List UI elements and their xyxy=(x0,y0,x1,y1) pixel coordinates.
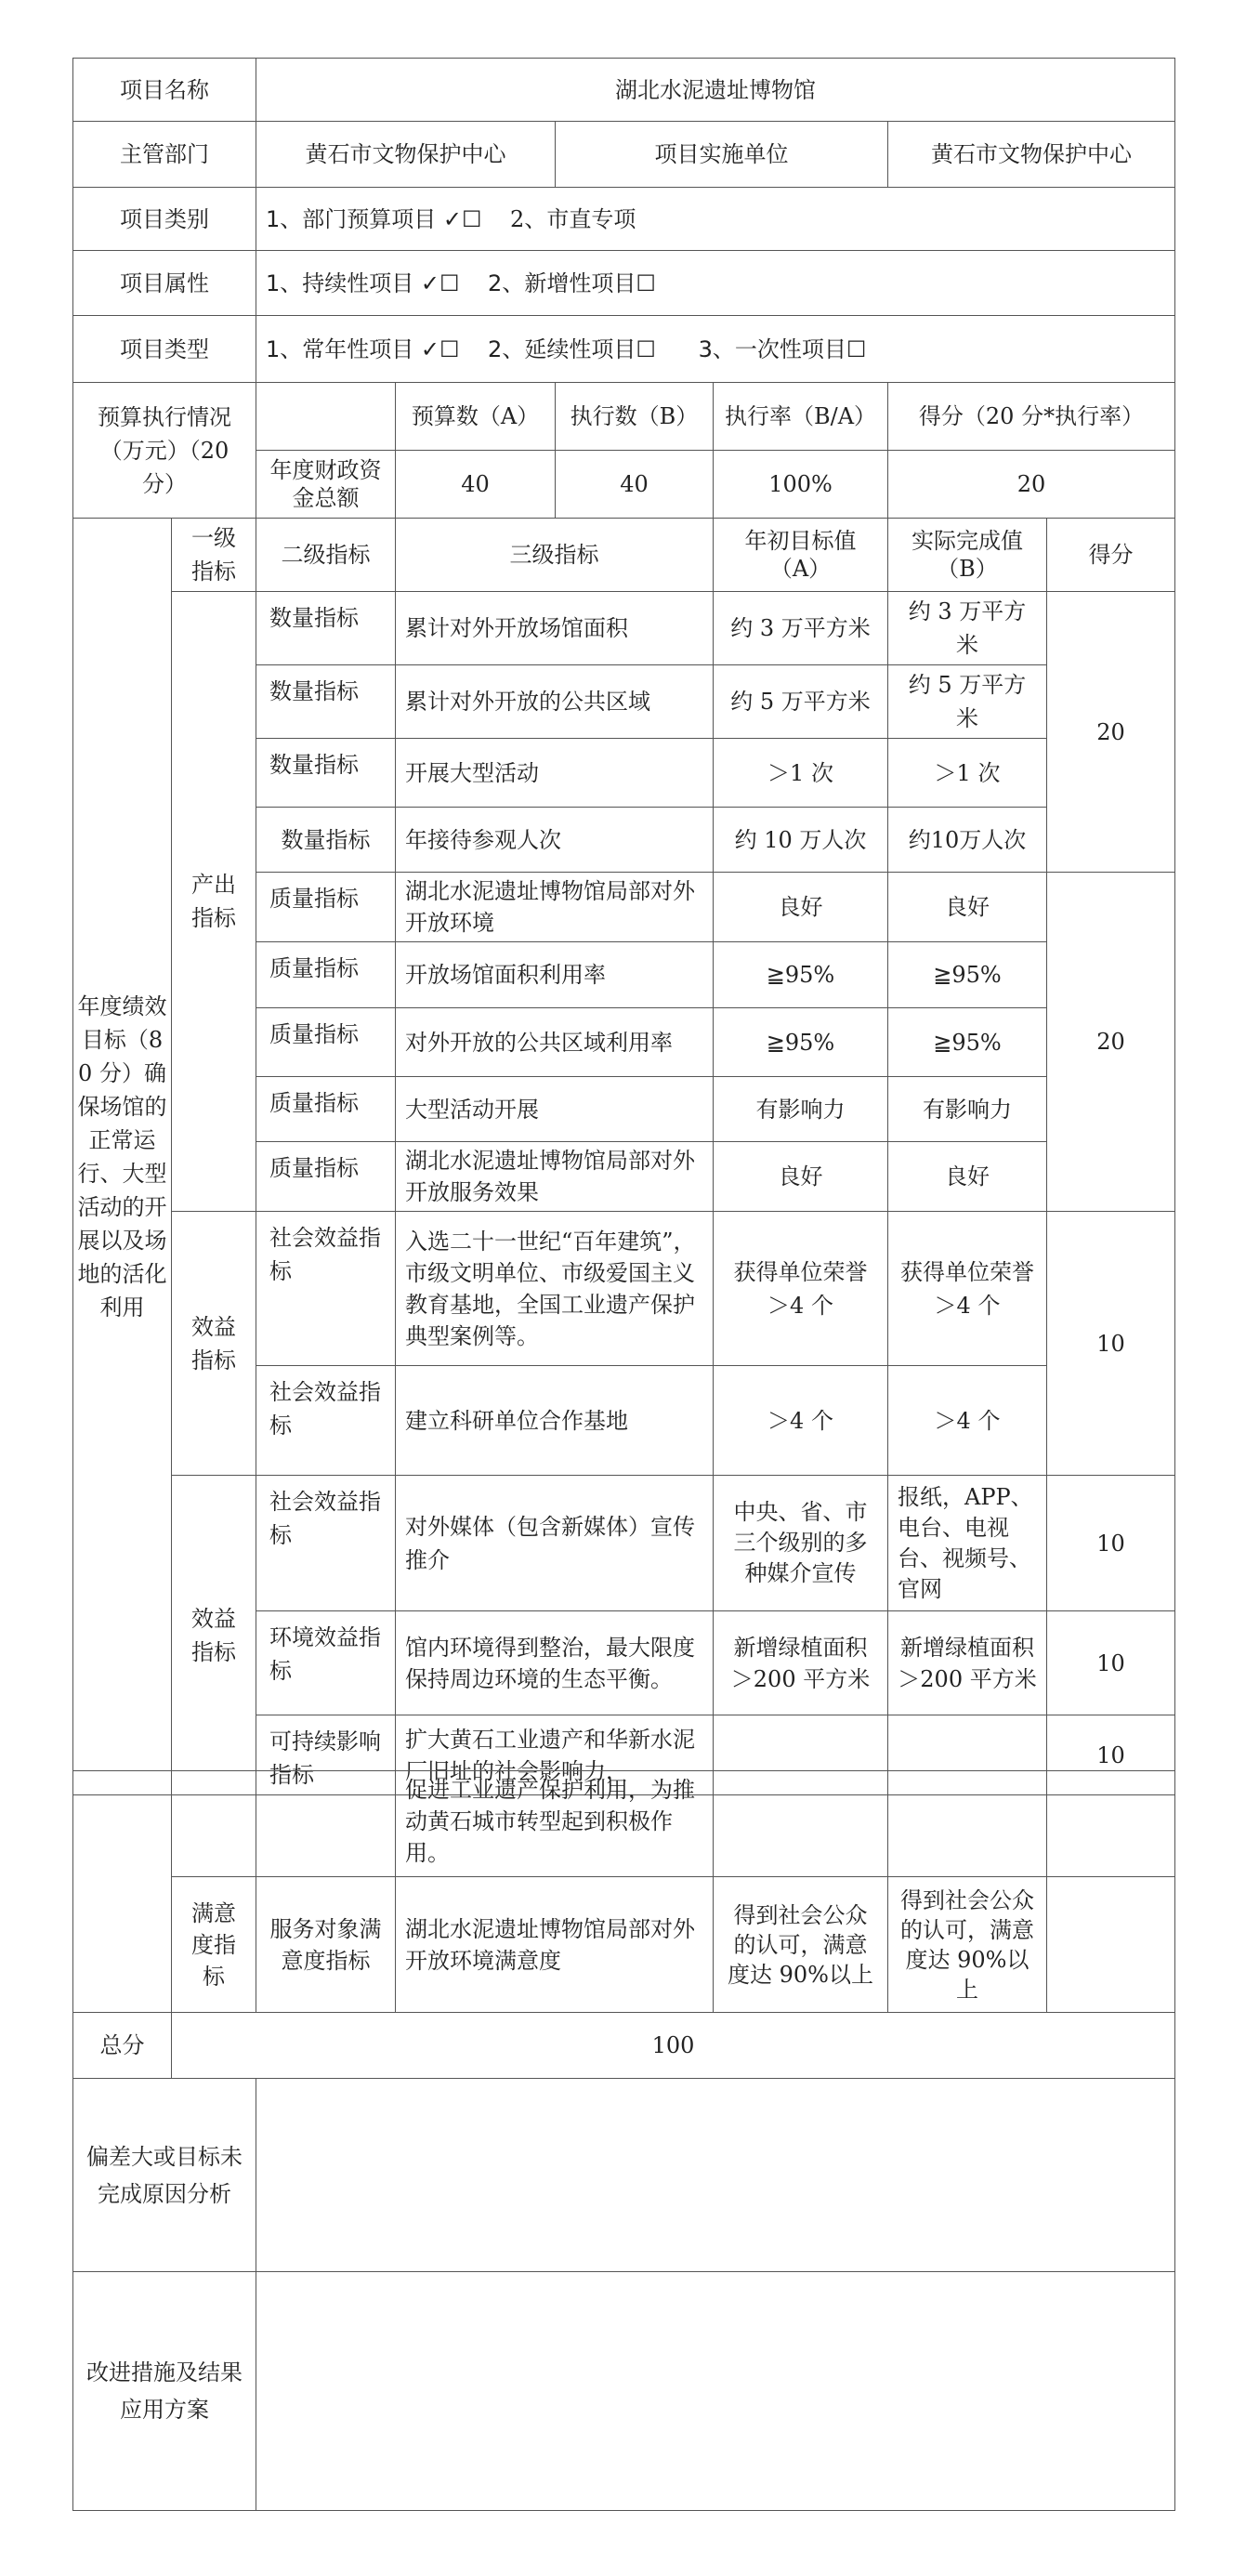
target-cell: 新增绿植面积＞200 平方米 xyxy=(714,1611,888,1715)
target-cell: 良好 xyxy=(714,873,888,942)
target-cell: 良好 xyxy=(714,1142,888,1212)
level2-cell: 社会效益指标 xyxy=(256,1212,396,1366)
budget-value: 40 xyxy=(396,451,556,519)
output-indicator-group: 产出指标 xyxy=(172,592,256,1212)
budget-header-row xyxy=(73,383,1175,451)
quantity-score: 20 xyxy=(1047,592,1175,873)
level2-cell: 数量指标 xyxy=(256,739,396,808)
project-name-value: 湖北水泥遗址博物馆 xyxy=(256,59,1175,122)
level3-cell: 累计对外开放的公共区域 xyxy=(396,665,714,739)
env-score: 10 xyxy=(1047,1611,1175,1715)
actual-cell: ＞4 个 xyxy=(888,1366,1047,1476)
analysis-value xyxy=(256,2079,1175,2272)
level3-cell: 大型活动开展 xyxy=(396,1077,714,1142)
score-value: 20 xyxy=(888,451,1175,519)
budget-blank-cell xyxy=(256,383,396,451)
project-name-row xyxy=(73,59,1175,122)
actual-cell: ≧95% xyxy=(888,1008,1047,1077)
level3-cell: 湖北水泥遗址博物馆局部对外开放服务效果 xyxy=(396,1142,714,1212)
performance-table-page2 xyxy=(72,1770,1175,2511)
exec-value: 40 xyxy=(556,451,714,519)
level3-cell: 湖北水泥遗址博物馆局部对外开放环境 xyxy=(396,873,714,942)
category-options xyxy=(256,188,1175,251)
actual-cell: ＞1 次 xyxy=(888,739,1047,808)
impl-unit-value: 黄石市文物保护中心 xyxy=(888,122,1175,188)
actual-cell: 良好 xyxy=(888,873,1047,942)
social-score-2: 10 xyxy=(1047,1476,1175,1611)
level2-cell: 质量指标 xyxy=(256,1142,396,1212)
target-cell: ＞1 次 xyxy=(714,739,888,808)
dept-label: 主管部门 xyxy=(73,122,256,188)
level3-cell: 建立科研单位合作基地 xyxy=(396,1366,714,1476)
target-cell: ≧95% xyxy=(714,1008,888,1077)
target-cell: 约 5 万平方米 xyxy=(714,665,888,739)
level2-cell: 数量指标 xyxy=(256,665,396,739)
level3-cell: 开展大型活动 xyxy=(396,739,714,808)
sustain-score: 10 xyxy=(1047,1715,1175,1795)
attribute-label: 项目属性 xyxy=(73,251,256,316)
blank-cell xyxy=(172,1771,256,1877)
annual-goal-label: 年度绩效目标（80 分）确保场馆的正常运行、大型活动的开展以及场地的活化利用 xyxy=(73,519,172,1795)
type-row xyxy=(73,316,1175,383)
level2-cell: 环境效益指标 xyxy=(256,1611,396,1715)
satisfaction-row xyxy=(73,1877,1175,2013)
dept-value: 黄石市文物保护中心 xyxy=(256,122,556,188)
level2-cell: 质量指标 xyxy=(256,1008,396,1077)
attribute-row xyxy=(73,251,1175,316)
improvement-label: 改进措施及结果应用方案 xyxy=(73,2272,256,2511)
actual-cell: 约 5 万平方米 xyxy=(888,665,1047,739)
actual-cell: ≧95% xyxy=(888,942,1047,1008)
quality-score: 20 xyxy=(1047,873,1175,1212)
category-label: 项目类别 xyxy=(73,188,256,251)
satisfaction-indicator-group: 满意度指标 xyxy=(172,1877,256,2013)
blank-cell xyxy=(256,1771,396,1877)
analysis-row xyxy=(73,2079,1175,2272)
budget-label: 预算执行情况（万元）（20 分） xyxy=(73,383,256,519)
project-name-label: 项目名称 xyxy=(73,59,256,122)
level2-cell: 数量指标 xyxy=(256,592,396,665)
target-cell: ≧95% xyxy=(714,942,888,1008)
col-level3: 三级指标 xyxy=(396,519,714,592)
level3-cell: 扩大黄石工业遗产和华新水泥厂旧址的社会影响力， xyxy=(396,1715,714,1795)
blank-cell xyxy=(888,1771,1047,1877)
satisfaction-level3: 湖北水泥遗址博物馆局部对外开放环境满意度 xyxy=(396,1877,714,2013)
target-cell: 中央、省、市三个级别的多种媒介宣传 xyxy=(714,1476,888,1611)
improvement-row xyxy=(73,2272,1175,2511)
type-option-2: 2、延续性项目☐ xyxy=(488,335,656,362)
target-cell: 获得单位荣誉＞4 个 xyxy=(714,1212,888,1366)
col-actual: 实际完成值（B） xyxy=(888,519,1047,592)
budget-col-score: 得分（20 分*执行率） xyxy=(888,383,1175,451)
actual-cell: 报纸，APP、电台、电视台、视频号、官网 xyxy=(888,1476,1047,1611)
satisfaction-level2: 服务对象满意度指标 xyxy=(256,1877,396,2013)
actual-cell: 约10万人次 xyxy=(888,808,1047,873)
actual-cell: 有影响力 xyxy=(888,1077,1047,1142)
col-target: 年初目标值（A） xyxy=(714,519,888,592)
annual-goal-continuation xyxy=(73,1771,172,2013)
target-cell: ＞4 个 xyxy=(714,1366,888,1476)
attribute-option-1: 1、持续性项目 ✓☐ xyxy=(266,269,460,296)
total-value: 100 xyxy=(172,2013,1175,2079)
actual-cell: 获得单位荣誉＞4 个 xyxy=(888,1212,1047,1366)
budget-col-exec: 执行数（B） xyxy=(556,383,714,451)
level3-cell: 馆内环境得到整治，最大限度保持周边环境的生态平衡。 xyxy=(396,1611,714,1715)
total-row xyxy=(73,2013,1175,2079)
social-score-1: 10 xyxy=(1047,1212,1175,1476)
indicator-row xyxy=(73,592,1175,665)
blank-cell xyxy=(1047,1771,1175,1877)
level2-cell: 可持续影响指标 xyxy=(256,1715,396,1795)
rate-value: 100% xyxy=(714,451,888,519)
satisfaction-score xyxy=(1047,1877,1175,2013)
level3-cell: 入选二十一世纪“百年建筑”，市级文明单位、市级爱国主义教育基地，全国工业遗产保护典型案例等。 xyxy=(396,1212,714,1366)
level2-cell: 数量指标 xyxy=(256,808,396,873)
attribute-options xyxy=(256,251,1175,316)
level3-cell: 年接待参观人次 xyxy=(396,808,714,873)
col-level2: 二级指标 xyxy=(256,519,396,592)
level3-cell: 对外开放的公共区域利用率 xyxy=(396,1008,714,1077)
level2-cell: 质量指标 xyxy=(256,1077,396,1142)
analysis-label: 偏差大或目标未完成原因分析 xyxy=(73,2079,256,2272)
indicator-header-row xyxy=(73,519,1175,592)
target-cell: 有影响力 xyxy=(714,1077,888,1142)
type-label: 项目类型 xyxy=(73,316,256,383)
budget-col-budget: 预算数（A） xyxy=(396,383,556,451)
indicator-row xyxy=(73,1476,1175,1611)
target-cell: 约 10 万人次 xyxy=(714,808,888,873)
level2-cell: 质量指标 xyxy=(256,873,396,942)
satisfaction-target: 得到社会公众的认可，满意度达 90%以上 xyxy=(714,1877,888,2013)
benefit-indicator-group-2: 效益指标 xyxy=(172,1476,256,1795)
dept-row xyxy=(73,122,1175,188)
col-score: 得分 xyxy=(1047,519,1175,592)
level3-cell: 开放场馆面积利用率 xyxy=(396,942,714,1008)
level3-continuation: 促进工业遗产保护利用，为推动黄石城市转型起到积极作用。 xyxy=(396,1771,714,1877)
budget-col-rate: 执行率（B/A） xyxy=(714,383,888,451)
level3-cell: 累计对外开放场馆面积 xyxy=(396,592,714,665)
target-cell: 约 3 万平方米 xyxy=(714,592,888,665)
category-option-1: 1、部门预算项目 ✓☐ xyxy=(266,205,482,232)
indicator-row xyxy=(73,1212,1175,1366)
attribute-option-2: 2、新增性项目☐ xyxy=(488,269,656,296)
performance-table-page1 xyxy=(72,58,1175,1795)
level2-cell: 质量指标 xyxy=(256,942,396,1008)
actual-cell: 良好 xyxy=(888,1142,1047,1212)
type-options xyxy=(256,316,1175,383)
col-level1: 一级指标 xyxy=(172,519,256,592)
type-option-1: 1、常年性项目 ✓☐ xyxy=(266,335,460,362)
level2-cell: 社会效益指标 xyxy=(256,1476,396,1611)
improvement-value xyxy=(256,2272,1175,2511)
level2-cell: 社会效益指标 xyxy=(256,1366,396,1476)
type-option-3: 3、一次性项目☐ xyxy=(698,335,867,362)
continuation-row xyxy=(73,1771,1175,1877)
actual-cell: 新增绿植面积＞200 平方米 xyxy=(888,1611,1047,1715)
annual-fund-label: 年度财政资金总额 xyxy=(256,451,396,519)
blank-cell xyxy=(714,1771,888,1877)
category-option-2: 2、市直专项 xyxy=(510,205,636,232)
actual-cell: 约 3 万平方米 xyxy=(888,592,1047,665)
benefit-indicator-group-1: 效益指标 xyxy=(172,1212,256,1476)
category-row xyxy=(73,188,1175,251)
satisfaction-actual: 得到社会公众的认可，满意度达 90%以上 xyxy=(888,1877,1047,2013)
impl-unit-label: 项目实施单位 xyxy=(556,122,888,188)
level3-cell: 对外媒体（包含新媒体）宣传推介 xyxy=(396,1476,714,1611)
total-label: 总分 xyxy=(73,2013,172,2079)
